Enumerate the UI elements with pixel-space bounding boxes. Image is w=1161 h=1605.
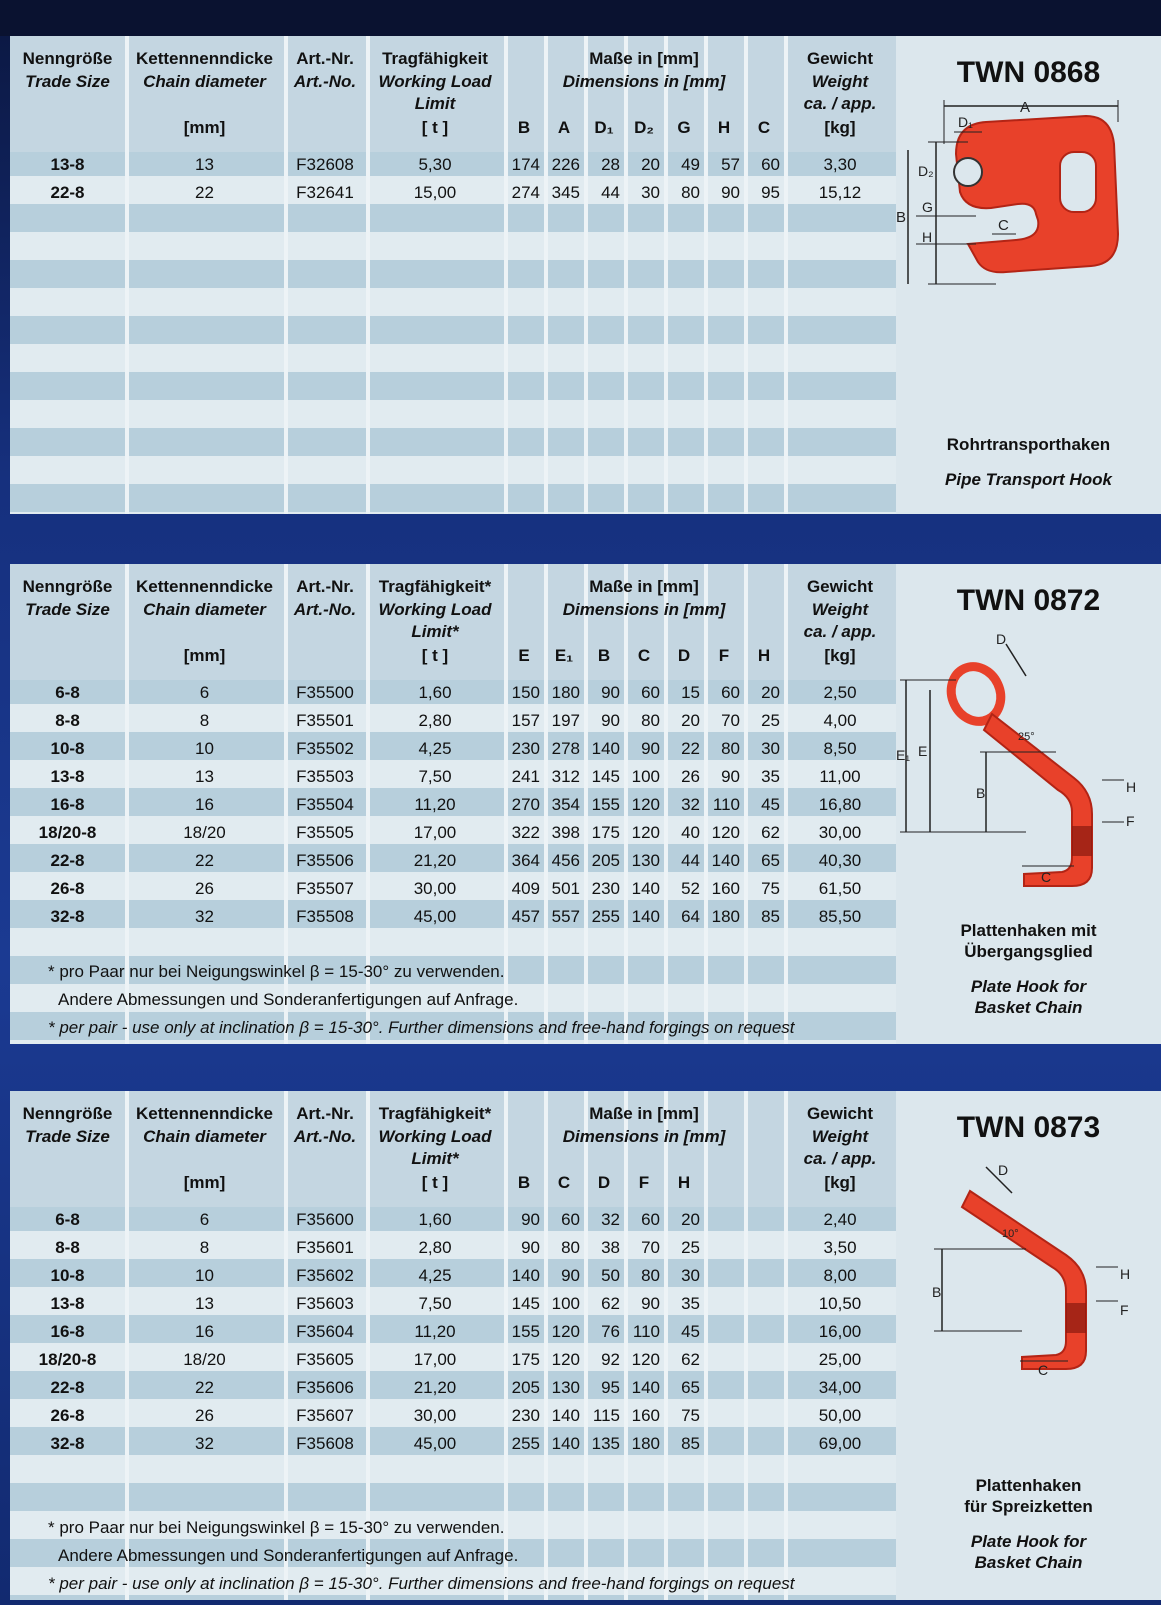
table-cell: 205	[511, 1378, 540, 1397]
table-cell: 60	[641, 683, 660, 702]
table-cell: 160	[631, 1406, 660, 1425]
header-chain-diameter: Kettennenndicke Chain diameter	[136, 1104, 273, 1146]
table-cell: 34,00	[818, 1378, 862, 1397]
table-cell: 90	[641, 1294, 660, 1313]
diagram-label-d1: D₁	[958, 114, 973, 130]
plate-hook-diagram	[896, 632, 1161, 892]
table-cell: 25	[681, 1238, 700, 1257]
table-cell: 6	[199, 683, 210, 702]
table-cell: 18/20-8	[38, 823, 97, 842]
dim-col-header: G	[677, 118, 691, 137]
header-chain-diameter: Kettennenndicke Chain diameter	[136, 577, 273, 619]
table-cell: 120	[631, 1350, 660, 1369]
unit-mm: [mm]	[183, 118, 226, 137]
dim-col-header: D	[597, 1173, 611, 1192]
table-cell: 90	[521, 1238, 540, 1257]
table-cell: 92	[601, 1350, 620, 1369]
table-cell: 26	[681, 767, 700, 786]
dim-col-header: H	[717, 118, 731, 137]
table-cell: 65	[681, 1378, 700, 1397]
table-cell: 140	[631, 1378, 660, 1397]
header-weight: Gewicht Weight ca. / app.	[803, 1104, 877, 1168]
table-cell: 20	[761, 683, 780, 702]
header-chain-diameter: Kettennenndicke Chain diameter	[136, 49, 273, 91]
table-cell: 20	[681, 711, 700, 730]
table-cell: 255	[591, 907, 620, 926]
diagram-label-angle: 25°	[1018, 731, 1035, 743]
product-caption-en-2: Basket Chain	[974, 998, 1083, 1017]
table-cell: 90	[601, 683, 620, 702]
product-caption-de-2: für Spreizketten	[964, 1497, 1093, 1516]
table-cell: 120	[551, 1350, 580, 1369]
table-cell: 230	[511, 1406, 540, 1425]
table-cell: 70	[721, 711, 740, 730]
table-cell: 145	[591, 767, 620, 786]
table-cell: 270	[511, 795, 540, 814]
diagram-label-c: C	[1041, 869, 1052, 885]
dim-col-header: H	[677, 1173, 691, 1192]
table-cell: 322	[511, 823, 540, 842]
table-cell: 45	[761, 795, 780, 814]
header-weight: Gewicht Weight ca. / app.	[803, 577, 877, 641]
table-cell: 65	[761, 851, 780, 870]
table-cell: F35608	[296, 1434, 354, 1453]
dim-col-header: H	[757, 646, 771, 665]
table-cell: 13	[195, 1294, 214, 1313]
model-title: TWN 0873	[956, 1111, 1101, 1144]
diagram-label-c: C	[1038, 1362, 1049, 1378]
diagram-label-d2: D₂	[918, 163, 934, 179]
table-cell: 30	[681, 1266, 700, 1285]
table-cell: 18/20	[183, 823, 226, 842]
table-cell: F35601	[296, 1238, 354, 1257]
table-cell: 26-8	[50, 879, 85, 898]
table-cell: 409	[511, 879, 540, 898]
table-cell: 45	[681, 1322, 700, 1341]
unit-kg: [kg]	[824, 118, 856, 137]
product-caption-en: Plate Hook for	[970, 1532, 1087, 1551]
table-cell: 120	[631, 823, 660, 842]
table-cell: 16	[195, 795, 214, 814]
product-caption-en: Plate Hook for	[970, 977, 1087, 996]
unit-t: [ t ]	[421, 646, 449, 665]
table-cell: 557	[551, 907, 580, 926]
table-cell: 60	[721, 683, 740, 702]
table-cell: 62	[681, 1350, 700, 1369]
table-cell: 32-8	[50, 907, 85, 926]
table-cell: 80	[641, 1266, 660, 1285]
table-cell: F35506	[296, 851, 354, 870]
table-cell: 30	[761, 739, 780, 758]
table-cell: 21,20	[413, 851, 457, 870]
diagram-label-h: H	[1126, 779, 1137, 795]
dim-col-header: D	[677, 646, 691, 665]
table-cell: 8-8	[55, 711, 80, 730]
diagram-label-angle: 10°	[1002, 1228, 1019, 1240]
table-cell: 60	[641, 1210, 660, 1229]
header-dimensions: Maße in [mm] Dimensions in [mm]	[562, 1104, 726, 1146]
unit-kg: [kg]	[824, 646, 856, 665]
table-cell: 205	[591, 851, 620, 870]
product-caption-de: Rohrtransporthaken	[946, 435, 1111, 454]
table-cell: 25,00	[818, 1350, 862, 1369]
section-twn-0868	[10, 36, 1161, 514]
table-cell: 75	[681, 1406, 700, 1425]
table-cell: 26	[195, 879, 214, 898]
table-cell: 155	[511, 1322, 540, 1341]
table-cell: 115	[592, 1406, 620, 1425]
table-cell: 180	[711, 907, 740, 926]
table-cell: 6-8	[55, 683, 80, 702]
table-cell: F35504	[296, 795, 354, 814]
table-cell: 364	[511, 851, 540, 870]
table-cell: 10	[195, 739, 214, 758]
table-cell: 312	[551, 767, 580, 786]
product-caption-de: Plattenhaken	[975, 1476, 1082, 1495]
product-caption-de: Plattenhaken mit	[960, 921, 1097, 940]
table-cell: 22	[195, 1378, 214, 1397]
table-cell: 7,50	[418, 767, 452, 786]
table-cell: 16-8	[50, 1322, 85, 1341]
table-cell: 10-8	[50, 739, 85, 758]
table-cell: 398	[551, 823, 580, 842]
table-cell: 4,00	[823, 711, 857, 730]
table-cell: 32	[195, 1434, 214, 1453]
table-cell: 11,00	[819, 767, 861, 786]
header-trade-size: Nenngröße Trade Size	[22, 577, 113, 619]
table-cell: 16	[195, 1322, 214, 1341]
table-cell: 157	[511, 711, 540, 730]
dim-col-header: D₁	[594, 118, 614, 137]
table-cell: 64	[681, 907, 700, 926]
table-cell: 76	[601, 1322, 620, 1341]
diagram-label-b: B	[896, 209, 907, 226]
table-cell: 61,50	[818, 879, 862, 898]
table-cell: 16,80	[818, 795, 862, 814]
table-cell: 457	[511, 907, 540, 926]
table-cell: 2,50	[823, 683, 857, 702]
table-cell: 40,30	[818, 851, 862, 870]
table-cell: 90	[521, 1210, 540, 1229]
table-cell: 26-8	[50, 1406, 85, 1425]
spec-table: Nenngröße Trade Size Kettennenndicke Chain diameter Art.-Nr. Art.-No. Tragfähigkeit Working Load Limit Maße in [mm] Dimensions in [mm] Gewicht Weight ca. / app. [mm] [ t ] [kg] B A D₁ D₂ G H C 13-8 13 F32608 5,30 174 226 28 20 49 57 60 3,30 22-8 22 F32641 15,00 274 345 44 30 80 90 95 15,12	[10, 36, 896, 514]
diagram-label-f: F	[1120, 1302, 1129, 1318]
table-cell: 60	[561, 1210, 580, 1229]
table-cell: 120	[711, 823, 740, 842]
table-cell: 155	[591, 795, 620, 814]
table-cell: 2,80	[418, 711, 452, 730]
product-sidebar	[896, 36, 1161, 514]
table-cell: 80	[641, 711, 660, 730]
table-cell: 3,50	[823, 1238, 857, 1257]
table-cell: 95	[601, 1378, 620, 1397]
header-weight: Gewicht Weight ca. / app.	[803, 49, 877, 113]
table-cell: 197	[551, 711, 580, 730]
table-cell: 18/20	[183, 1350, 226, 1369]
table-cell: 2,40	[823, 1210, 857, 1229]
table-cell: 17,00	[413, 823, 457, 842]
table-cell: F35500	[296, 683, 354, 702]
table-cell: 110	[632, 1322, 660, 1341]
table-cell: 8-8	[55, 1238, 80, 1257]
table-cell: 40	[681, 823, 700, 842]
table-cell: 140	[511, 1266, 540, 1285]
table-cell: 100	[551, 1294, 580, 1313]
footnote-de: * pro Paar nur bei Neigungswinkel β = 15-30° zu verwenden.	[48, 1518, 505, 1537]
header-dimensions: Maße in [mm] Dimensions in [mm]	[562, 49, 726, 91]
table-cell: 11,20	[414, 1322, 456, 1341]
table-cell: 10,50	[818, 1294, 862, 1313]
section-twn-0872	[10, 564, 1161, 1044]
unit-kg: [kg]	[824, 1173, 856, 1192]
product-sidebar	[896, 564, 1161, 1044]
table-cell: 35	[681, 1294, 700, 1313]
dim-col-header: E	[518, 646, 530, 665]
table-cell: 18/20-8	[38, 1350, 97, 1369]
table-cell: 80	[721, 739, 740, 758]
table-cell: 11,20	[414, 795, 456, 814]
dim-col-header: C	[557, 1173, 571, 1192]
dim-col-header: B	[517, 118, 531, 137]
table-cell: 80	[561, 1238, 580, 1257]
unit-t: [ t ]	[421, 1173, 449, 1192]
table-cell: F35607	[296, 1406, 354, 1425]
dim-col-header: A	[557, 118, 571, 137]
table-cell: 230	[511, 739, 540, 758]
table-cell: 30,00	[818, 823, 862, 842]
table-cell: F35600	[296, 1210, 354, 1229]
table-cell: 278	[551, 739, 580, 758]
diagram-label-d: D	[996, 632, 1007, 647]
table-cell: 32-8	[50, 1434, 85, 1453]
model-title: TWN 0868	[956, 56, 1101, 89]
diagram-label-h: H	[1120, 1266, 1131, 1282]
table-cell: 35	[761, 767, 780, 786]
table-cell: 32	[681, 795, 700, 814]
diagram-label-e: E	[918, 743, 928, 759]
footnote-en: * per pair - use only at inclination β = 15-30°. Further dimensions and free-hand forgings on request	[48, 1574, 795, 1593]
table-cell: 30,00	[413, 879, 457, 898]
product-caption-de-2: Übergangsglied	[964, 942, 1093, 961]
header-wll: Tragfähigkeit* Working Load Limit*	[378, 577, 492, 641]
dim-col-header: E₁	[554, 646, 574, 665]
table-cell: 50	[601, 1266, 620, 1285]
table-cell: 85,50	[818, 907, 862, 926]
diagram-label-d: D	[998, 1162, 1009, 1178]
footnote-de: * pro Paar nur bei Neigungswinkel β = 15-30° zu verwenden.	[48, 962, 505, 981]
table-cell: 501	[551, 879, 580, 898]
product-caption-en-2: Basket Chain	[974, 1553, 1083, 1572]
table-cell: 25	[761, 711, 780, 730]
table-cell: 8,00	[823, 1266, 857, 1285]
diagram-label-a: A	[1020, 99, 1031, 116]
table-cell: 255	[511, 1434, 540, 1453]
table-cell: F35605	[296, 1350, 354, 1369]
spec-table	[10, 1091, 896, 1600]
dim-col-header: C	[637, 646, 651, 665]
table-cell: 44	[681, 851, 700, 870]
table-cell: 85	[681, 1434, 700, 1453]
table-cell: 22-8	[50, 1378, 85, 1397]
table-cell: 16-8	[50, 795, 85, 814]
spec-table	[10, 564, 896, 1044]
table-cell: 75	[761, 879, 780, 898]
table-cell: 10-8	[50, 1266, 85, 1285]
diagram-label-h: H	[922, 229, 933, 245]
table-cell: 7,50	[418, 1294, 452, 1313]
table-cell: 70	[641, 1238, 660, 1257]
unit-mm: [mm]	[183, 1173, 226, 1192]
dim-col-header: C	[757, 118, 771, 137]
table-cell: 140	[551, 1406, 580, 1425]
dim-col-header: F	[638, 1173, 650, 1192]
table-cell: 69,00	[818, 1434, 862, 1453]
table-cell: 20	[681, 1210, 700, 1229]
table-cell: 90	[721, 767, 740, 786]
table-cell: 241	[511, 767, 540, 786]
table-cell: 145	[511, 1294, 540, 1313]
table-cell: 230	[591, 879, 620, 898]
table-cell: 2,80	[418, 1238, 452, 1257]
diagram-label-f: F	[1126, 813, 1135, 829]
table-cell: 8	[199, 1238, 210, 1257]
table-cell: 140	[711, 851, 740, 870]
table-cell: 135	[591, 1434, 620, 1453]
table-cell: 150	[511, 683, 540, 702]
table-cell: 62	[761, 823, 780, 842]
table-cell: F35503	[296, 767, 354, 786]
table-cell: F35507	[296, 879, 354, 898]
table-cell: 26	[195, 1406, 214, 1425]
table-cell: 22	[195, 851, 214, 870]
table-cell: F35502	[296, 739, 354, 758]
table-cell: 10	[195, 1266, 214, 1285]
table-cell: F35603	[296, 1294, 354, 1313]
table-cell: 22	[681, 739, 700, 758]
table-cell: 62	[601, 1294, 620, 1313]
table-cell: 85	[761, 907, 780, 926]
section-twn-0873	[10, 1091, 1161, 1600]
table-cell: 13	[195, 767, 214, 786]
table-cell: 30,00	[413, 1406, 457, 1425]
pipe-hook-diagram	[896, 94, 1161, 294]
table-cell: 140	[631, 907, 660, 926]
table-cell: 50,00	[818, 1406, 862, 1425]
model-title: TWN 0872	[956, 584, 1101, 617]
table-cell: 456	[551, 851, 580, 870]
top-band	[0, 0, 1161, 36]
table-cell: 15	[681, 683, 700, 702]
table-cell: 130	[631, 851, 660, 870]
table-cell: 175	[591, 823, 620, 842]
table-cell: 1,60	[418, 683, 452, 702]
table-cell: 110	[712, 795, 740, 814]
table-cell: 6	[199, 1210, 210, 1229]
diagram-label-b: B	[976, 785, 986, 801]
unit-t: [ t ]	[421, 118, 449, 137]
table-cell: 13-8	[50, 1294, 85, 1313]
table-cell: 13-8	[50, 767, 85, 786]
dim-col-header: F	[718, 646, 730, 665]
table-cell: 45,00	[413, 1434, 457, 1453]
table-cell: F35505	[296, 823, 354, 842]
table-cell: 140	[591, 739, 620, 758]
header-dimensions: Maße in [mm] Dimensions in [mm]	[562, 577, 726, 619]
product-caption-en: Pipe Transport Hook	[945, 470, 1112, 489]
table-cell: 21,20	[413, 1378, 457, 1397]
table-cell: 130	[551, 1378, 580, 1397]
table-cell: 38	[601, 1238, 620, 1257]
table-cell: 8	[199, 711, 210, 730]
dim-col-header: B	[597, 646, 611, 665]
diagram-label-b: B	[932, 1284, 942, 1300]
table-cell: 32	[195, 907, 214, 926]
table-cell: 8,50	[823, 739, 857, 758]
table-cell: 120	[551, 1322, 580, 1341]
table-cell: 180	[551, 683, 580, 702]
table-cell: 100	[631, 767, 660, 786]
diagram-label-c: C	[998, 217, 1009, 234]
footnote-de-2: Andere Abmessungen und Sonderanfertigungen auf Anfrage.	[58, 1546, 519, 1565]
table-cell: 1,60	[418, 1210, 452, 1229]
dim-col-header: D₂	[634, 118, 654, 137]
table-cell: 6-8	[55, 1210, 80, 1229]
footnote-en: * per pair - use only at inclination β = 15-30°. Further dimensions and free-hand forgings on request	[48, 1018, 795, 1037]
table-cell: 32	[601, 1210, 620, 1229]
table-cell: 22-8	[50, 851, 85, 870]
table-cell: 4,25	[418, 739, 452, 758]
footnote-de-2: Andere Abmessungen und Sonderanfertigungen auf Anfrage.	[58, 990, 519, 1009]
table-cell: 4,25	[418, 1266, 452, 1285]
table-cell: 90	[641, 739, 660, 758]
table-cell: 140	[631, 879, 660, 898]
header-trade-size: Nenngröße Trade Size	[22, 1104, 113, 1146]
plate-hook-diagram	[896, 1151, 1161, 1401]
table-cell: 140	[551, 1434, 580, 1453]
dim-col-header: B	[517, 1173, 531, 1192]
header-trade-size: Nenngröße Trade Size	[22, 49, 113, 91]
header-wll: Tragfähigkeit* Working Load Limit*	[378, 1104, 492, 1168]
table-cell: 52	[681, 879, 700, 898]
header-art-no: Art.-Nr. Art.-No.	[293, 577, 357, 619]
table-cell: 160	[711, 879, 740, 898]
diagram-label-e1: E₁	[896, 747, 911, 763]
table-cell: 45,00	[413, 907, 457, 926]
header-art-no: Art.-Nr. Art.-No.	[293, 49, 357, 91]
table-cell: 354	[551, 795, 580, 814]
table-cell: F35606	[296, 1378, 354, 1397]
unit-mm: [mm]	[183, 646, 226, 665]
table-cell: F35604	[296, 1322, 354, 1341]
product-sidebar	[896, 1091, 1161, 1600]
diagram-label-g: G	[922, 199, 933, 215]
table-cell: F35501	[296, 711, 354, 730]
table-cell: 90	[601, 711, 620, 730]
table-cell: 17,00	[413, 1350, 457, 1369]
table-cell: 120	[631, 795, 660, 814]
table-cell: 180	[631, 1434, 660, 1453]
table-cell: 90	[561, 1266, 580, 1285]
table-cell: 175	[511, 1350, 540, 1369]
header-wll: Tragfähigkeit Working Load Limit	[378, 49, 492, 113]
table-cell: F35602	[296, 1266, 354, 1285]
header-art-no: Art.-Nr. Art.-No.	[293, 1104, 357, 1146]
table-cell: F35508	[296, 907, 354, 926]
table-cell: 16,00	[818, 1322, 862, 1341]
